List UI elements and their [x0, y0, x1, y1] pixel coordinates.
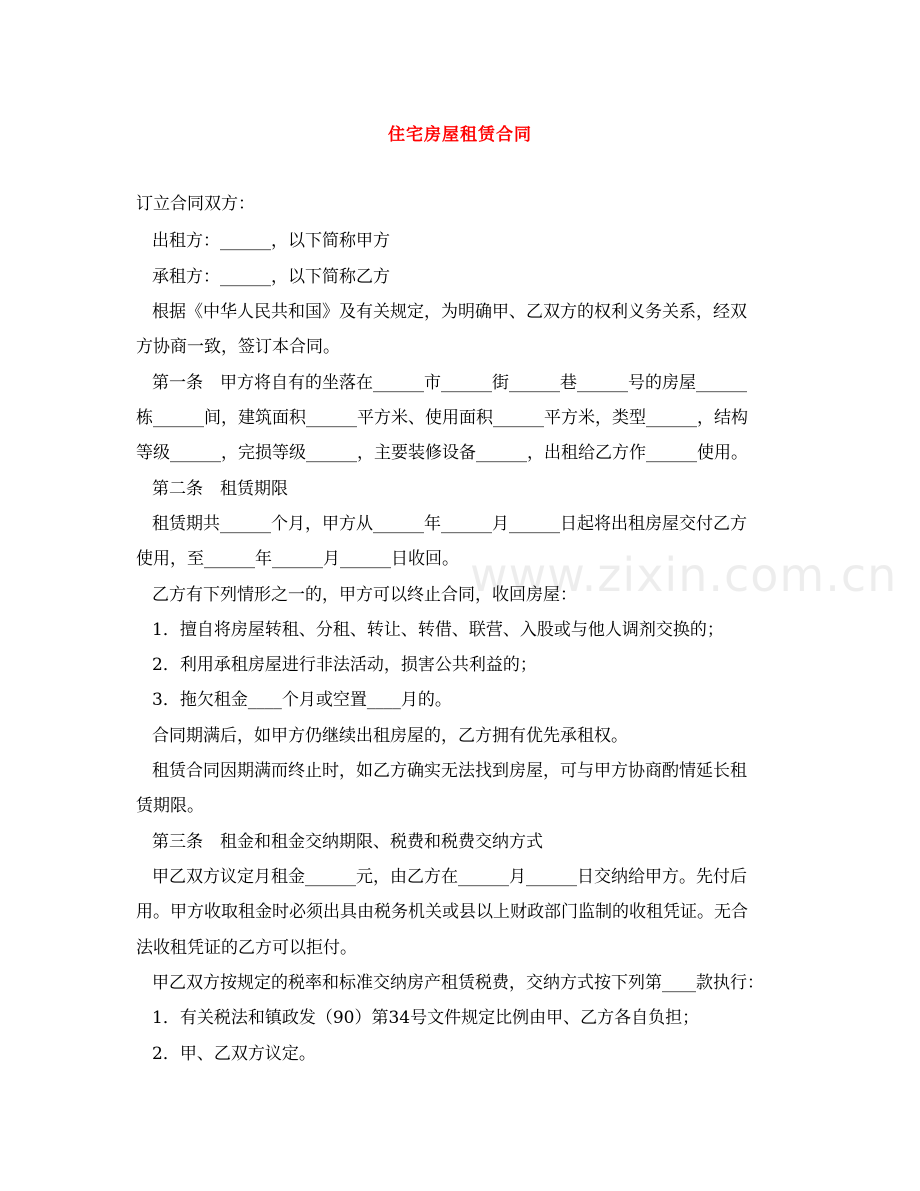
- article-1-line-1: 第一条 甲方将自有的坐落在______市______街______巷______号的房屋______: [152, 373, 747, 393]
- termination-item-3: 3．拖欠租金____个月或空置____月的。: [152, 690, 452, 710]
- article-1-line-3: 等级______，完损等级______，主要装修设备______，出租给乙方作______使用。: [136, 443, 748, 463]
- watermark: www.zixin.com.cn: [470, 548, 898, 602]
- article-3-heading: 第三条 租金和租金交纳期限、税费和税费交纳方式: [152, 832, 543, 852]
- tax-item-1: 1．有关税法和镇政发（90）第34号文件规定比例由甲、乙方各自负担；: [152, 1008, 700, 1028]
- article-1-line-2: 栋______间，建筑面积______平方米、使用面积______平方米，类型______，结构: [136, 408, 748, 428]
- preamble-line-1: 根据《中华人民共和国》及有关规定，为明确甲、乙双方的权利义务关系，经双: [152, 302, 747, 322]
- termination-item-2: 2．利用承租房屋进行非法活动，损害公共利益的；: [152, 655, 537, 675]
- article-2-heading: 第二条 租赁期限: [152, 479, 288, 499]
- extension-line-2: 赁期限。: [136, 796, 204, 816]
- tax-item-2: 2．甲、乙双方议定。: [152, 1044, 316, 1064]
- tax-intro: 甲乙双方按规定的税率和标准交纳房产租赁税费，交纳方式按下列第____款执行：: [152, 973, 764, 993]
- parties-heading: 订立合同双方：: [136, 194, 255, 214]
- article-2-line-1: 租赁期共______个月，甲方从______年______月______日起将出租房屋交付乙方: [152, 514, 747, 534]
- rent-line-1: 甲乙双方议定月租金______元，由乙方在______月______日交纳给甲方。先付后: [152, 867, 747, 887]
- lessor-line: 出租方：______，以下简称甲方: [152, 231, 390, 251]
- rent-line-2: 用。甲方收取租金时必须出具由税务机关或县以上财政部门监制的收租凭证。无合: [136, 902, 748, 922]
- document-title: 住宅房屋租赁合同: [388, 125, 532, 145]
- renewal-priority: 合同期满后，如甲方仍继续出租房屋的，乙方拥有优先承租权。: [152, 726, 628, 746]
- rent-line-3: 法收租凭证的乙方可以拒付。: [136, 938, 357, 958]
- termination-intro: 乙方有下列情形之一的，甲方可以终止合同，收回房屋：: [152, 585, 577, 605]
- lessee-line: 承租方：______，以下简称乙方: [152, 267, 390, 287]
- preamble-line-2: 方协商一致，签订本合同。: [136, 337, 340, 357]
- termination-item-1: 1．擅自将房屋转租、分租、转让、转借、联营、入股或与他人调剂交换的；: [152, 620, 724, 640]
- extension-line-1: 租赁合同因期满而终止时，如乙方确实无法找到房屋，可与甲方协商酌情延长租: [152, 761, 747, 781]
- article-2-line-2: 使用，至______年______月______日收回。: [136, 549, 459, 569]
